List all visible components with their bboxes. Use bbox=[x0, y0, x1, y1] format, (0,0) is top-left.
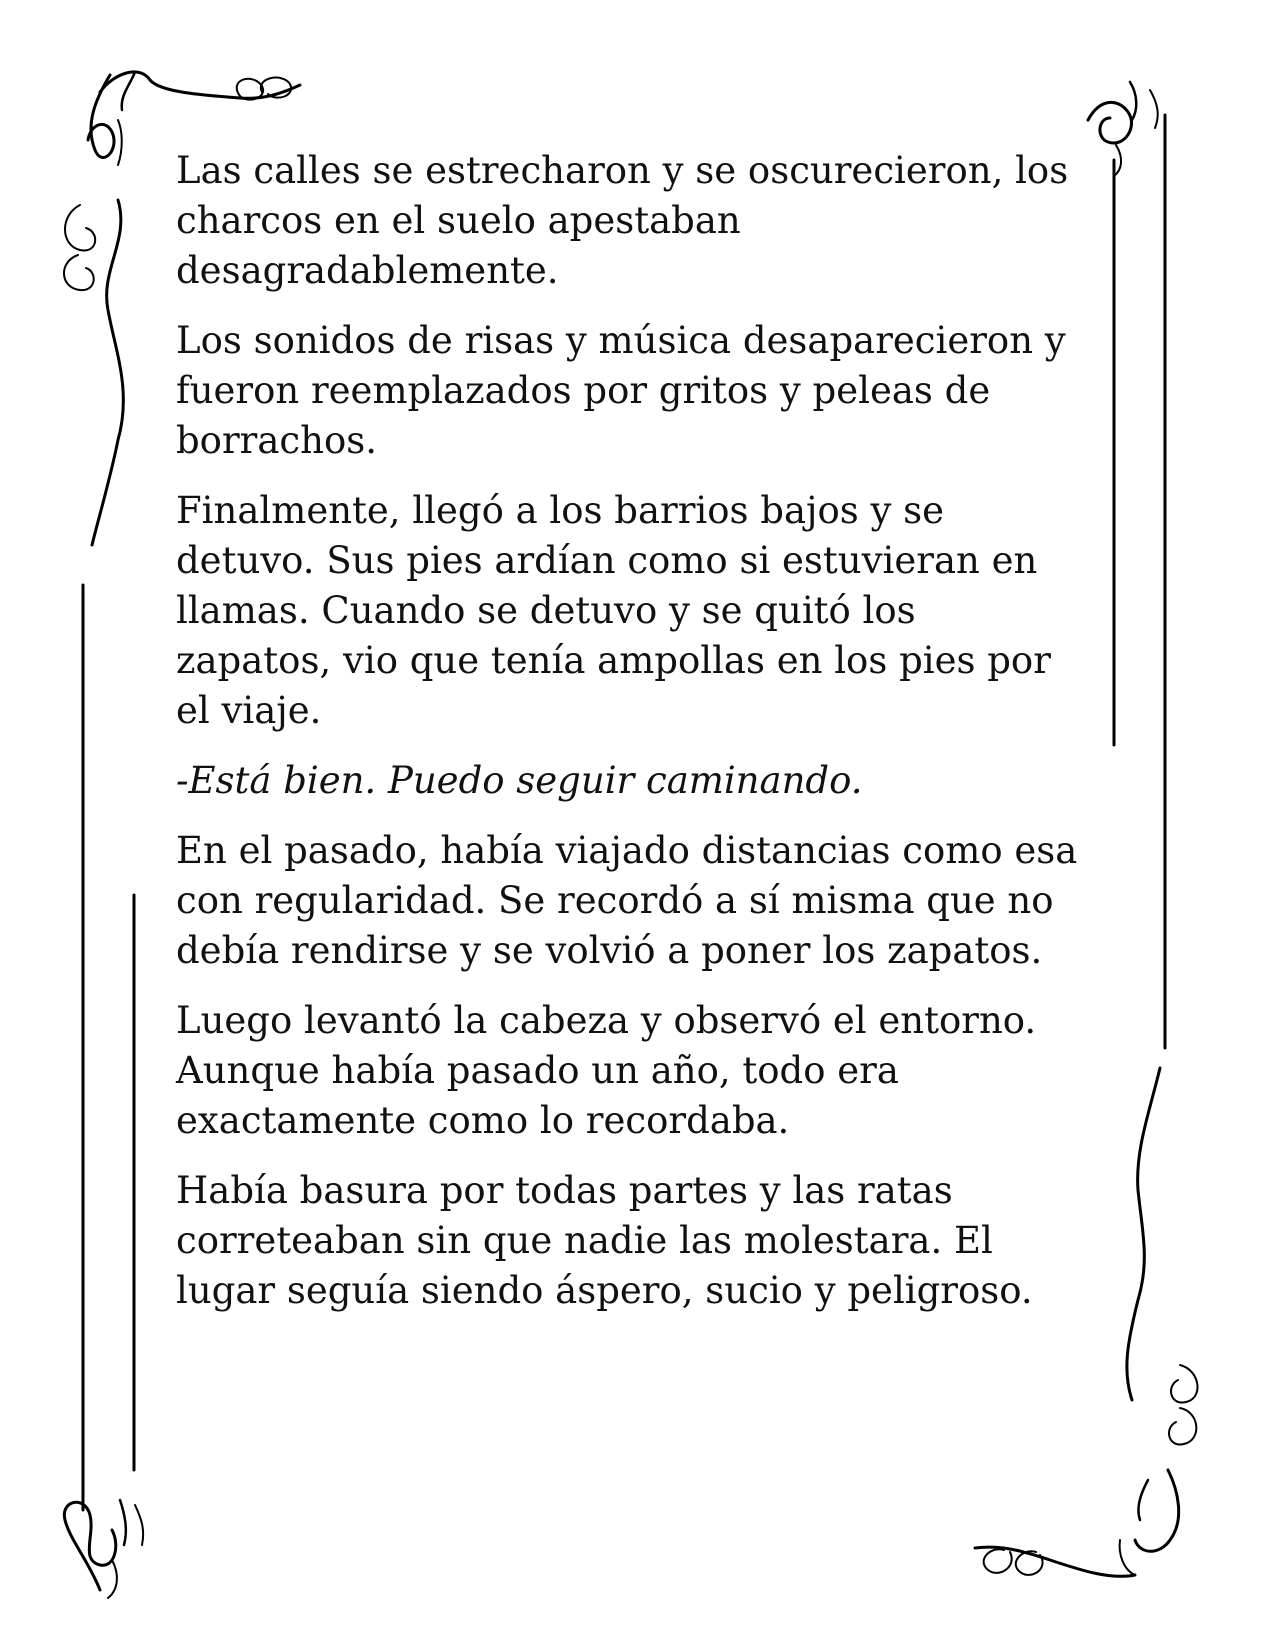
text-line: exactamente como lo recordaba. bbox=[176, 1099, 790, 1142]
narrative-paragraph bbox=[176, 826, 1091, 976]
text-line: el viaje. bbox=[176, 689, 322, 732]
text-line: lugar seguía siendo áspero, sucio y peligroso. bbox=[176, 1269, 1033, 1312]
top-right-flourish-icon bbox=[1088, 82, 1158, 176]
story-text-body bbox=[176, 146, 1091, 1336]
text-line: debía rendirse y se volvió a poner los zapatos. bbox=[176, 929, 1043, 972]
narrative-paragraph bbox=[176, 316, 1091, 466]
text-line: Aunque había pasado un año, todo era bbox=[176, 1049, 899, 1092]
text-line: Los sonidos de risas y música desaparecieron y bbox=[176, 319, 1066, 362]
text-line: zapatos, vio que tenía ampollas en los pies por bbox=[176, 639, 1051, 682]
text-line: En el pasado, había viajado distancias como esa bbox=[176, 829, 1078, 872]
text-line: Luego levantó la cabeza y observó el entorno. bbox=[176, 999, 1037, 1042]
text-line: desagradablemente. bbox=[176, 249, 559, 292]
text-line: con regularidad. Se recordó a sí misma que no bbox=[176, 879, 1054, 922]
dialogue-paragraph bbox=[176, 756, 1091, 806]
text-line: correteaban sin que nadie las molestara. El bbox=[176, 1219, 993, 1262]
text-line: fueron reemplazados por gritos y peleas de bbox=[176, 369, 991, 412]
narrative-paragraph bbox=[176, 1166, 1091, 1316]
text-line: Había basura por todas partes y las ratas bbox=[176, 1169, 953, 1212]
text-line: Finalmente, llegó a los barrios bajos y se bbox=[176, 489, 945, 532]
text-line: Las calles se estrecharon y se oscurecieron, los bbox=[176, 149, 1069, 192]
text-line: charcos en el suelo apestaban bbox=[176, 199, 741, 242]
text-line: -Está bien. Puedo seguir caminando. bbox=[176, 759, 863, 802]
narrative-paragraph bbox=[176, 146, 1091, 296]
bottom-left-flourish-icon bbox=[64, 1500, 143, 1598]
text-line: llamas. Cuando se detuvo y se quitó los bbox=[176, 589, 916, 632]
text-line: detuvo. Sus pies ardían como si estuvieran en bbox=[176, 539, 1038, 582]
narrative-paragraph bbox=[176, 486, 1091, 736]
narrative-paragraph bbox=[176, 996, 1091, 1146]
text-line: borrachos. bbox=[176, 419, 377, 462]
